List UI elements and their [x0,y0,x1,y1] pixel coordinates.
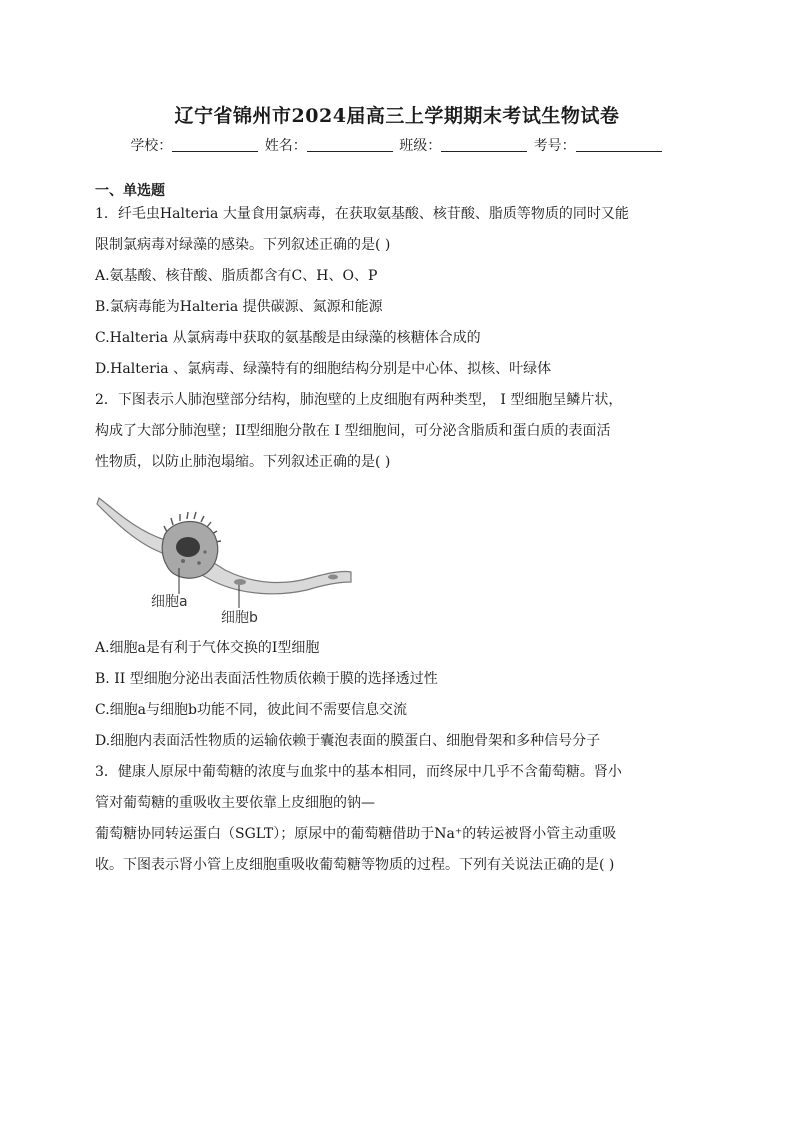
class-blank [441,137,527,152]
name-blank [307,137,393,152]
q1-option-a: A.氨基酸、核苷酸、脂质都含有C、H、O、P [95,268,378,284]
q2-option-a: A.细胞a是有利于气体交换的I型细胞 [95,640,320,656]
wall-nucleus [328,575,338,580]
exam-number-blank [576,137,662,152]
q1-option-c: C.Halteria 从氯病毒中获取的氨基酸是由绿藻的核糖体合成的 [95,330,481,346]
type-i-cell-nucleus [234,579,246,585]
school-blank [172,137,258,152]
cell-a-granule [203,550,206,553]
q1-option-d: D.Halteria 、氯病毒、绿藻特有的细胞结构分别是中心体、拟核、叶绿体 [95,361,552,377]
q1-stem-line2: 限制氯病毒对绿藻的感染。下列叙述正确的是( ) [95,237,391,253]
q3-stem-line1: 3．健康人原尿中葡萄糖的浓度与血浆中的基本相同，而终尿中几乎不含葡萄糖。肾小 [95,764,622,780]
cell-a-nucleus [176,537,200,557]
exam-title: 辽宁省锦州市2024届高三上学期期末考试生物试卷 [174,105,620,127]
cell-a-granule [181,559,185,563]
q2-stem-line2: 构成了大部分肺泡壁；II型细胞分散在 I 型细胞间，可分泌含脂质和蛋白质的表面活 [95,423,611,439]
exam-number-label: 考号： [533,138,576,154]
q2-option-c: C.细胞a与细胞b功能不同，彼此间不需要信息交流 [95,702,407,718]
q3-stem-line4: 收。下图表示肾小管上皮细胞重吸收葡萄糖等物质的过程。下列有关说法正确的是( ) [95,857,615,873]
student-info-row [0,135,794,155]
name-label: 姓名： [264,138,307,154]
q2-option-d: D.细胞内表面活性物质的运输依赖于囊泡表面的膜蛋白、细胞骨架和多种信号分子 [95,733,601,749]
q2-stem-line3: 性物质，以防止肺泡塌缩。下列叙述正确的是( ) [95,454,391,470]
q3-stem-line3: 葡萄糖协同转运蛋白（SGLT）；原尿中的葡萄糖借助于Na⁺的转运被肾小管主动重吸 [95,826,617,842]
cell-b-label: 细胞b [221,610,258,626]
section-title: 一、单选题 [95,183,165,199]
class-label: 班级： [399,138,442,154]
alveolar-wall-figure [95,490,355,630]
q2-stem-line1: 2．下图表示人肺泡壁部分结构，肺泡壁的上皮细胞有两种类型， I 型细胞呈鳞片状， [95,392,623,408]
q3-stem-line2: 管对葡萄糖的重吸收主要依靠上皮细胞的钠— [95,795,375,811]
alveolar-wall-membrane [97,498,351,594]
cell-a-granule [197,561,201,565]
q1-option-b: B.氯病毒能为Halteria 提供碳源、氮源和能源 [95,299,383,315]
q2-option-b: B. II 型细胞分泌出表面活性物质依赖于膜的选择透过性 [95,671,438,687]
cell-a-label: 细胞a [151,594,188,610]
q1-stem-line1: 1．纤毛虫Halteria 大量食用氯病毒，在获取氨基酸、核苷酸、脂质等物质的同时又能 [95,206,629,222]
school-label: 学校： [130,138,173,154]
